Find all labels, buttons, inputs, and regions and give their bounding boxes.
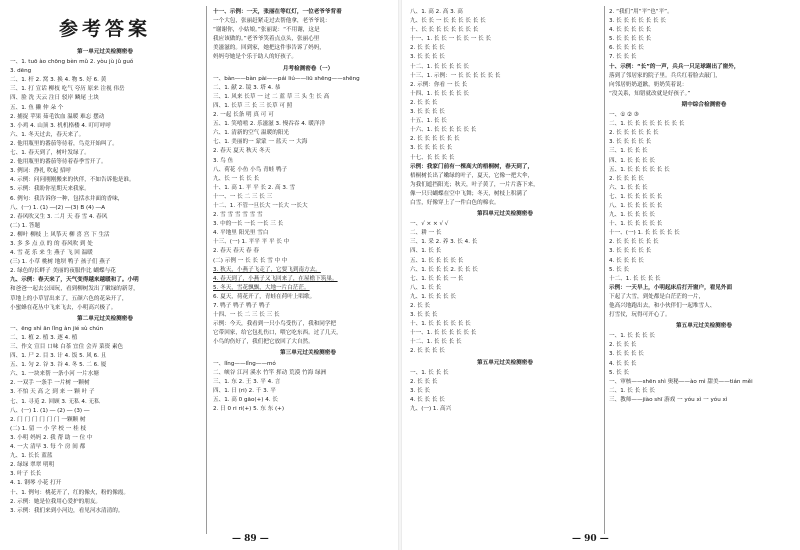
answer-line: 十二、1. 长 长 长 长 <box>410 339 462 346</box>
answer-line: 十四、一 长 二 三 长 三 长 <box>213 312 280 319</box>
answer-line: 打雪仗，玩得可开心了。 <box>609 312 671 319</box>
answer-line: 九、1. 长长 蓝蓝 <box>10 453 53 460</box>
answer-line: 4. 平地里 阳光里 雪白 <box>213 230 269 237</box>
answer-line: 五、1. 高 0 gāo(+) 4. 长 <box>213 396 278 403</box>
answer-line: 示例：我家门前有一棵高大的梧桐树，春天到了， <box>410 163 534 170</box>
answer-line: 3. 长 长 长 长 长 <box>410 145 453 152</box>
answer-line: 2. 绿色的长畔子 美丽的夜服作比 蝴蝶与花 <box>10 268 116 275</box>
answer-line: 三、1. 风来 长草 一 过 二 蓝 草 三 头 生 长 高 <box>213 93 330 100</box>
answer-line: 十四、1. 长 长 长 长 长 <box>410 90 469 97</box>
answer-line: 六、1. 长 长 长 <box>609 184 648 191</box>
answer-line: 3. 叶子 长长 <box>10 471 42 478</box>
answer-line: 4. 1. 钢琴 小花 打开 <box>10 480 62 487</box>
answer-line: 十二、1. 长 长 长 长 <box>609 275 661 282</box>
column-divider <box>604 6 605 534</box>
answer-line: 4. 雪 花 乐 来 生 燕子 飞 回 温暖 <box>10 250 93 257</box>
answer-line: 十一、一 长 二 三 长 三 <box>213 193 273 200</box>
answer-line: 五、1. 笑嘻嘻 2. 乐滋滋 3. 慢吞吞 4. 暖洋洋 <box>213 121 326 128</box>
answer-line: 十、1. 例句：桃花开了，红的像火，粉的像霞。 <box>10 489 129 496</box>
answer-line: 十、示例：“长”的一声，兵兵一只足球踢出了窗外， <box>609 63 740 70</box>
answer-line: 八、(一) 1. (1) ―(2) ―(3) B (4) ―A <box>10 204 106 211</box>
answer-line: 3. 长 长 长 长 长 <box>609 139 652 146</box>
answer-line: 示例：今天，我看到一只小鸟受伤了，我和同学把 <box>213 321 337 328</box>
answer-line: 3. 长 长 长 长 长 <box>609 248 652 255</box>
answer-line: (三) 1. 小草 桃树 地坝 鸭子 孩子们 燕子 <box>10 259 111 266</box>
answer-line: 三、1. 东 2. 王 3. 平 4. 言 <box>213 378 281 385</box>
answer-line: 3. 长 长 长 长 长 长 长 <box>609 18 666 25</box>
answer-line: 二、1. 献 2. 镜 3. 塔 4. 恭 <box>213 84 281 91</box>
answer-line: 4. 长 长 长 <box>609 360 637 367</box>
answer-line: 八、荷花 小鱼 小鸟 青蛙 鸭子 <box>213 166 288 173</box>
answer-line: 六、1. 冬天过去，春天来了。 <box>10 131 85 138</box>
answer-line: 十二、1. 长 长 长 长 长 <box>410 63 469 70</box>
answer-line: 三、作文 宣目 口味 白茶 宜住 会弄 菜资 素色 <box>10 344 124 350</box>
answer-line: 十六、1. 长 长 长 长 长 长 <box>410 127 477 134</box>
answer-line: 2. 长 长 长 长 <box>410 348 445 355</box>
answer-line: 梧桐树长出了嫩绿的叶子，夏天，它像一把大伞， <box>410 172 534 179</box>
answer-line: 3. 不怕 天 高 之 到 来 一 颗 叶 子 <box>10 389 95 396</box>
answer-line: 3. 长 长 <box>410 387 431 394</box>
answer-line: 九、长 一 长 长 长 <box>213 175 260 182</box>
answer-line: 三、1. 打 宣话 柳枝 吃气 夸历 原来 注视 伟岳 <box>10 86 125 93</box>
answer-line: 4. 春天到了，小燕子又飞回来了，在屋檐下筑巢。 <box>213 275 338 282</box>
answer-line: 十三、1. 示例：一 长 长 长 长 长 长 <box>410 72 501 79</box>
answer-line: 一、1. 长 长 长 长 <box>609 333 656 340</box>
answer-line: 一、1. tuō ào chōng bèn mǔ 2. yòu jù jǔ guǒ <box>10 59 134 66</box>
answer-line: 2. “我们”用“平”也“平”。 <box>609 9 673 15</box>
answer-line: 向邻居奶奶道歉，奶奶笑着说： <box>609 81 688 88</box>
answer-line: 2. 一起 长条 明 真 可 可 <box>213 112 274 119</box>
answer-line: 4. 长 长 长 长 <box>609 257 644 264</box>
page-title: 参考答案 <box>58 18 151 40</box>
answer-line: 七、1. 长 长 长 一 长 <box>410 275 464 282</box>
answer-line: 4. 长 长 长 长 长 <box>609 27 652 34</box>
answer-line: 4. 示例：问问刚刚搬来的伙伴，不如告诉他是谁。 <box>10 177 135 184</box>
answer-line: 四、脸 洗 天云 注日 驳岸 鳞尾 土块 <box>10 95 99 102</box>
answer-line: 2. 春天 春天 春 春 <box>213 248 260 255</box>
answer-line: 一、① ② ③ <box>609 112 639 119</box>
answer-line: 十、1. 高 1. 平 平 长 2. 高 3. 雪 <box>213 184 296 191</box>
answer-line: 小蜜蜂在花丛中飞来飞去，小明高兴极了。 <box>10 304 117 311</box>
answer-line: 3. 示例：我们来到小河边，看见河水清清的。 <box>10 507 124 514</box>
answer-line: 2. 春风吹又生 3. 二月 天 春 雪 4. 春风 <box>10 213 108 220</box>
answer-line: 4. 一大 清早 3. 每 个 房 间 都 <box>10 444 86 451</box>
answer-line: (二) 1. 留 一 小 学 校 一 桂 枝 <box>10 425 87 432</box>
answer-line: 3. 长 长 长 <box>410 312 438 319</box>
answer-line: 2. 长 长 长 长 长 长 <box>609 239 659 246</box>
answer-line: 一、√ × × √ √ <box>410 221 449 228</box>
answer-line: 3. 鸟 鱼 <box>213 157 234 164</box>
answer-line: 八、1. 长 长 <box>410 284 442 291</box>
answer-line: 四、1. 长草 三 长 三 长草 可 照 <box>213 102 293 109</box>
answer-line: 七、1. 长 长 长 长 长 <box>609 193 663 200</box>
answer-line: 2. 长 长 长 长 <box>609 175 644 182</box>
answer-line: 二、1. 植 2. 植 3. 逐 4. 植 <box>10 334 78 341</box>
answer-line: 四、1. 长 长 长 长 <box>609 157 656 164</box>
answer-line: 四、1. 长 长 <box>410 248 442 255</box>
section-heading: 第五单元过关检测密卷 <box>676 323 732 330</box>
answer-line: 7. 长 长 长 <box>609 54 637 61</box>
answer-line: 3. 小明 妈妈 2. 我 帮 助 一 位 中 <box>10 434 93 441</box>
answer-line: 2. 春天 夏天 秋天 冬天 <box>213 148 271 155</box>
answer-line: 一、lǐng——lǐng——mó <box>213 360 276 367</box>
answer-line: 十、长 长 长 长 长 长 长 长 <box>410 27 479 34</box>
answer-line: 5. 长 长 长 长 长 <box>609 36 652 43</box>
answer-line: 九、1. 长 长 长 长 <box>609 212 656 219</box>
answer-line: 示例：一天早上，小明起床后打开窗户，看见外面 <box>609 284 733 291</box>
answer-line: 小鸟的伤好了，我们把它放回了大自然。 <box>213 339 314 346</box>
answer-line: 2. 长 长 长 长 长 长 <box>609 130 659 137</box>
answer-line: 三、1. 采 2. 养 3. 长 4. 长 <box>410 239 478 246</box>
answer-line: 5. 冬天，雪花飘飘，大地一片白茫茫。 <box>213 284 310 291</box>
answer-line: “没关系，知错就改就是好孩子。” <box>609 90 691 97</box>
answer-line: 七、1. 美丽的一 蒙蒙 一 蓝天 一 大海 <box>213 139 308 146</box>
page-number-right: — 90 — <box>572 534 609 544</box>
answer-line: 下起了大雪，到处都是白茫茫的一片， <box>609 293 705 300</box>
answer-column-2 <box>213 8 403 536</box>
answer-line: 3. 多 多 点 点 的 的 春风吹 到 处 <box>10 240 93 247</box>
answer-line: 2. 雪 雪 雪 雪 雪 雪 <box>213 212 263 219</box>
answer-line: 6. 例句：我告诉你一种，包括水井面的香味， <box>10 195 124 202</box>
answer-line: 九、长 长 一 长 长 长 长 长 长 <box>410 18 486 25</box>
answer-line: 二、峡谷 江河 溪水 竹竿 挥动 荒漠 竹海 绿洲 <box>213 369 327 376</box>
answer-line: 五、1. 长 长 长 长 长 <box>410 257 464 264</box>
answer-line: 3. 例词：挣扎 吹起 招呼 <box>10 168 72 175</box>
answer-line: 2. 长 长 长 <box>609 342 637 349</box>
answer-line: 一、1. 长 长 长 <box>410 369 449 376</box>
answer-line: 十二、1. 不管一旦长大 一长大 一长大 <box>213 202 308 209</box>
answer-line: 五、1. 鱼 獭 仲 朵 个 <box>10 104 64 111</box>
answer-line: 一、ēng shì ān lǐng àn jié sù chún <box>10 325 104 332</box>
answer-column-1 <box>10 8 200 536</box>
answer-line: 四、1. 尸 2. 目 3. 计 4. 饭 5. 风 6. 且 <box>10 353 107 360</box>
answer-line: 二、1. 长 长 长 长 长 长 长 长 <box>609 121 685 128</box>
answer-line: 2. 门 门 门 门 门 门 一颗颗 树 <box>10 416 86 423</box>
answer-line: 三、教师——jiào shī 游戏 一 yóu xì 一 yóu xì <box>609 396 728 403</box>
answer-line: 3. 中的一长 一长 一长 三 长 <box>213 221 284 228</box>
answer-line: 2. 长 长 长 长 长 长 <box>410 136 460 143</box>
answer-line: 九、示例：春天来了，天气变得越来越暖和了。小明 <box>10 277 139 284</box>
answer-line: 6. 长 长 长 长 <box>609 45 644 52</box>
answer-line: 为我们遮挡阳光；秋天，叶子黄了，一片片落下来， <box>410 181 539 188</box>
answer-line: 3. 秋天，小燕子飞走了，它要飞到南方去。 <box>213 266 321 273</box>
answer-line: 2. 日 0 ri ri(+) 5. 东 东 (+) <box>213 406 285 413</box>
column-divider <box>206 6 207 534</box>
answer-line: 落到了邻居家的院子里。兵兵红着脸去敲门， <box>609 72 721 79</box>
answer-line: 2. 示例：她是位我用心爱护的朋友。 <box>10 498 102 505</box>
answer-line: 2. 长 长 长 <box>410 378 438 385</box>
answer-line: 一、审核——shēn shì 奥秘——ào mì 甜美——tián měi <box>609 378 753 385</box>
answer-line: 二、耕 一 长 <box>410 230 442 237</box>
answer-line: 4. 长 长 长 长 <box>410 396 445 403</box>
answer-line: 五、1. 长 长 长 长 长 长 <box>609 166 670 173</box>
answer-line: 十七、长 长 长 长 <box>410 154 455 161</box>
section-heading: 第三单元过关检测密卷 <box>280 350 336 357</box>
answer-line: 九、1. 长 长 长 长 <box>410 293 457 300</box>
answer-line: 2. 一双手 一条手 一片树 一颗树 <box>10 380 90 387</box>
answer-column-4 <box>609 8 799 536</box>
answer-line: 二、1. 长 长 长 长 <box>609 387 656 394</box>
answer-line: 2. 柳叶 柳枝 上 风筝天 柳 喜 宫 下 生活 <box>10 231 110 238</box>
answer-line: 像一只只蝴蝶在空中飞舞；冬天，树枝上积满了 <box>410 190 528 197</box>
answer-line: “谢谢你，小姑娘。”张丽说：“不用谢，这是 <box>213 27 320 34</box>
section-heading: 第二单元过关检测密卷 <box>77 315 133 322</box>
section-heading: 第一单元过关检测密卷 <box>77 49 133 55</box>
answer-line: 十五、1. 长 长 <box>410 118 447 125</box>
answer-line: 2. 长 长 长 长 <box>410 45 445 52</box>
answer-line: 八、1. 长 长 长 长 长 <box>609 202 663 209</box>
answer-line: 3. dēng <box>10 68 32 75</box>
answer-line: 3. 长 长 长 长 <box>609 351 644 358</box>
answer-line: 十一、1. 长 长 长 长 长 长 <box>410 330 477 337</box>
answer-line: 妈妈夸她是个乐于助人的好孩子。 <box>213 54 297 61</box>
answer-line: 草地上的小草冒出来了，五颜六色的花朵开了， <box>10 295 128 302</box>
answer-column-3 <box>410 8 600 536</box>
answer-line: 十三、(一) 1. 平平 平 平 长 中 <box>213 239 290 246</box>
section-heading: 第四单元过关检测密卷 <box>477 211 533 218</box>
answer-line: 2. 捕捉 苹果 茹毛饮血 温暖 难忘 摆动 <box>10 113 105 120</box>
answer-line: 5. 长 长 <box>609 266 630 273</box>
answer-line: 一个大包，张丽赶紧走过去帮他拿，老爷爷说： <box>213 18 331 25</box>
answer-line: 五、1. 匀 2. 谷 3. 谷 4. 冬 5. 二 6. 厦 <box>10 362 107 369</box>
answer-line: 2. 他用瓶里的番茄等待着春季雪开了。 <box>10 159 107 166</box>
answer-line: 2. 长 长 <box>410 303 431 309</box>
answer-line: 六、1. 清新的空气 温暖的阳光 <box>213 130 290 137</box>
answer-line: 3. 长 长 长 长 <box>410 54 445 61</box>
section-heading: 期中综合检测密卷 <box>681 101 727 108</box>
answer-line: 2. 示例：你看 一 长 长 <box>410 81 468 88</box>
answer-line: 六、1. 长 长 长 2. 长 长 长 <box>410 266 478 273</box>
answer-line: 白雪，好像穿上了一件白色的棉衣。 <box>410 199 500 206</box>
answer-line: 十、1. 长 长 长 长 长 长 <box>410 321 471 328</box>
answer-line: 我应该做的。”老爷爷笑着点点头，张丽心里 <box>213 36 320 43</box>
answer-line: 二、1. 杆 2. 窝 3. 换 4. 物 5. 好 6. 黄 <box>10 77 107 84</box>
answer-line: 7. 鸭子 鸭子 鸭子 鸭子 <box>213 303 271 309</box>
answer-line: 三、1. 长 长 长 <box>609 148 648 155</box>
answer-line: 3. 长 长 长 长 <box>410 109 445 116</box>
answer-line: 它带回家，给它包扎伤口，喂它吃东西。过了几天， <box>213 330 342 337</box>
answer-line: 2. 绿绿 翠翠 明明 <box>10 462 55 469</box>
answer-line: 美滋滋的。回到家，她把这件事告诉了妈妈， <box>213 45 325 52</box>
answer-line: 七、1. 寻觅 2. 回顾 3. 无私 4. 无私 <box>10 398 100 405</box>
answer-line: 十一、(一) 1. 长 长 长 长 长 <box>609 230 680 237</box>
answer-line: (二) 示例 一 长 长 长 雪 中 中 <box>213 257 288 264</box>
answer-line: 6. 夏天，荷花开了，青蛙在荷叶上唱歌。 <box>213 293 316 300</box>
answer-line: 十一、1. 长 长 一 长 长 一 长 长 <box>410 36 492 43</box>
answer-line: 和爸爸一起去公园玩，看到柳树发出了嫩绿的新芽， <box>10 286 139 293</box>
page-number-left: — 89 — <box>232 534 269 544</box>
section-heading: 第五单元过关检测密卷 <box>477 359 533 366</box>
answer-line: 七、1. 春天到了，树叶发绿了。 <box>10 150 90 157</box>
answer-line: 5. 示例：我盼你星期天来我家。 <box>10 186 90 193</box>
answer-line: 3. 小鸡 4. 山顶 3. 机机格楼 4. 叮叮呼呼 <box>10 122 111 129</box>
answer-line: 九、(一) 1. 高兴 <box>410 406 452 413</box>
answer-line: 他高兴地跑出去，和小伙伴们一起堆雪人、 <box>609 303 716 309</box>
answer-line: 2. 他用瓶里的番茄等待着，鸟竞开始叫了。 <box>10 140 118 147</box>
answer-line: 十一、示例：一天，张丽在等红灯，一位老爷爷背着 <box>213 9 342 15</box>
answer-line: 5. 长 长 <box>609 369 630 376</box>
answer-line: 八、(一) 1. (1) ― (2) ― (3) ― <box>10 407 90 414</box>
answer-line: 八、1. 高 2. 高 3. 高 <box>410 9 463 15</box>
answer-line: 六、1. 一块来帮 一条小河 一片水塘 <box>10 371 99 378</box>
answer-line: (二) 1. 答题 <box>10 222 41 229</box>
answer-line: 十、1. 长 长 长 长 长 <box>609 221 663 228</box>
answer-line: 一、bàn——bàn pài——pái liú——liū shēng——shēng <box>213 75 360 82</box>
answer-line: 四、1. 日 (ri) 2. 千 3. 平 <box>213 387 276 394</box>
section-heading: 月考检测密卷（一） <box>282 65 334 72</box>
answer-line: 2. 长 长 长 <box>410 99 438 106</box>
